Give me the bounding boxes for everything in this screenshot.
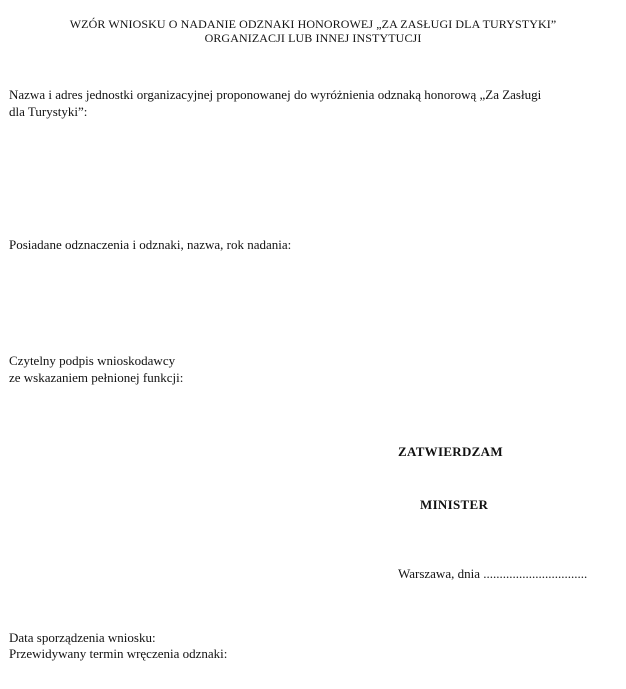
title-line-1: WZÓR WNIOSKU O NADANIE ODZNAKI HONOROWEJ „ZA ZASŁUGI DLA TURYSTYKI” bbox=[69, 17, 557, 31]
place-and-date: Warszawa, dnia ................................ bbox=[398, 566, 588, 581]
footer-section bbox=[9, 630, 227, 662]
awards-section bbox=[9, 236, 619, 253]
document-title bbox=[0, 17, 626, 45]
prepared-date-label: Data sporządzenia wniosku: bbox=[9, 630, 156, 645]
planned-date-label: Przewidywany termin wręczenia odznaki: bbox=[9, 646, 228, 661]
unit-name-label-line-1: Nazwa i adres jednostki organizacyjnej proponowanej do wyróżnienia odznaką honorową „Za Zasługi bbox=[9, 87, 542, 102]
title-line-2: ORGANIZACJI LUB INNEJ INSTYTUCJI bbox=[204, 31, 422, 45]
unit-name-label-line-2: dla Turystyki”: bbox=[9, 104, 88, 119]
unit-name-section bbox=[9, 86, 619, 120]
awards-label: Posiadane odznaczenia i odznaki, nazwa, rok nadania: bbox=[9, 237, 292, 252]
signature-label-line-2: ze wskazaniem pełnionej funkcji: bbox=[9, 370, 184, 385]
signature-label-line-1: Czytelny podpis wnioskodawcy bbox=[9, 353, 176, 368]
minister-heading: MINISTER bbox=[420, 497, 489, 512]
approve-heading: ZATWIERDZAM bbox=[398, 444, 503, 459]
signature-section bbox=[9, 352, 309, 386]
